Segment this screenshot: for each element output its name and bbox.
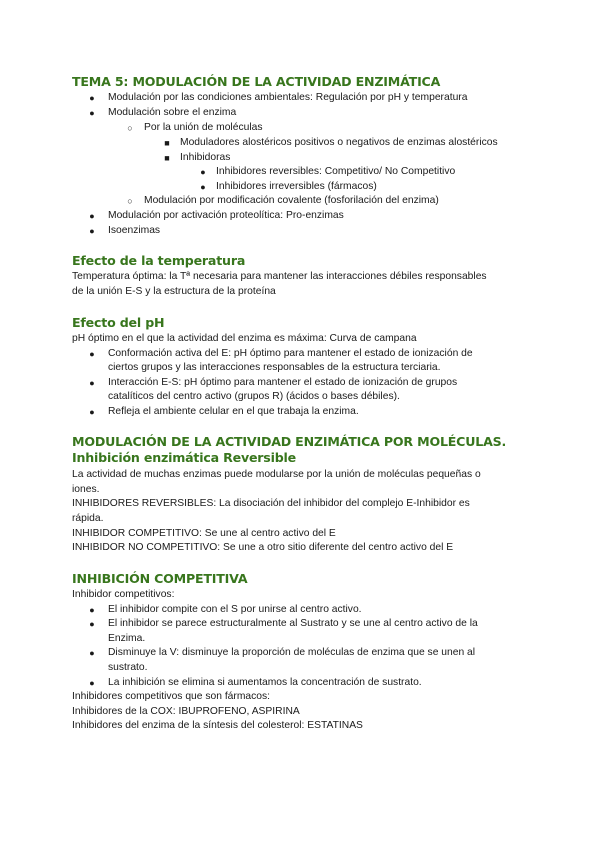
- outline-item: Por la unión de moléculas: [144, 122, 263, 133]
- outline-item: Modulación por las condiciones ambientales: Regulación por pH y temperatura: [108, 92, 468, 103]
- bullet-disc: ●: [89, 407, 95, 417]
- bullet-disc: ●: [89, 619, 95, 629]
- paragraph-line: INHIBIDOR COMPETITIVO: Se une al centro activo del E: [72, 528, 336, 539]
- outline-item: Inhibidoras: [180, 152, 231, 163]
- outline-item: Inhibidores irreversibles (fármacos): [216, 181, 377, 192]
- bullet-disc: ●: [89, 678, 95, 688]
- paragraph-line: La actividad de muchas enzimas puede modularse por la unión de moléculas pequeñas o: [72, 469, 481, 480]
- list-item-line: El inhibidor se parece estructuralmente al Sustrato y se une al centro activo de la: [108, 618, 478, 629]
- list-item-line: ciertos grupos y las interacciones responsables de la estructura terciaria.: [108, 362, 441, 373]
- bullet-circle: ○: [127, 123, 133, 133]
- bullet-disc: ●: [89, 93, 95, 103]
- bullet-disc: ●: [89, 211, 95, 221]
- outline-item: Modulación sobre el enzima: [108, 107, 237, 118]
- list-item-line: La inhibición se elimina si aumentamos la concentración de sustrato.: [108, 677, 422, 688]
- paragraph-line: rápida.: [72, 513, 104, 524]
- outline-item: Modulación por modificación covalente (fosforilación del enzima): [144, 195, 439, 206]
- list-item-line: Interacción E-S: pH óptimo para mantener el estado de ionización de grupos: [108, 377, 458, 388]
- bullet-disc: ●: [89, 378, 95, 388]
- list-item-line: El inhibidor compite con el S por unirse al centro activo.: [108, 604, 362, 615]
- paragraph-line: pH óptimo en el que la actividad del enzima es máxima: Curva de campana: [72, 333, 417, 344]
- list-item-line: Enzima.: [108, 633, 146, 644]
- bullet-disc: ●: [89, 226, 95, 236]
- section-heading-temperature: Efecto de la temperatura: [72, 253, 246, 268]
- section-heading-modulation: MODULACIÓN DE LA ACTIVIDAD ENZIMÁTICA POR MOLÉCULAS.: [72, 434, 507, 449]
- bullet-disc: ●: [89, 108, 95, 118]
- paragraph-line: Inhibidor competitivos:: [72, 589, 175, 600]
- outline-item: Modulación por activación proteolítica: Pro-enzimas: [108, 210, 344, 221]
- paragraph-line: Temperatura óptima: la Tª necesaria para mantener las interacciones débiles responsables: [72, 271, 487, 282]
- paragraph-line: Inhibidores competitivos que son fármacos:: [72, 691, 271, 702]
- bullet-square: ■: [164, 153, 170, 163]
- paragraph-line: INHIBIDOR NO COMPETITIVO: Se une a otro sitio diferente del centro activo del E: [72, 542, 454, 553]
- list-item-line: Disminuye la V: disminuye la proporción de moléculas de enzima que se unen al: [108, 647, 476, 658]
- document-title: TEMA 5: MODULACIÓN DE LA ACTIVIDAD ENZIMÁTICA: [72, 74, 441, 89]
- bullet-disc: ●: [200, 167, 206, 177]
- paragraph-line: Inhibidores del enzima de la síntesis del colesterol: ESTATINAS: [72, 720, 363, 731]
- paragraph-line: de la unión E-S y la estructura de la proteína: [72, 286, 276, 297]
- section-subheading-reversible: Inhibición enzimática Reversible: [72, 450, 296, 465]
- paragraph-line: iones.: [72, 484, 100, 495]
- section-heading-ph: Efecto del pH: [72, 315, 165, 330]
- list-item-line: catalíticos del centro activo (grupos R) (ácidos o bases débiles).: [108, 391, 400, 402]
- outline-item: Isoenzimas: [108, 225, 161, 236]
- paragraph-line: Inhibidores de la COX: IBUPROFENO, ASPIRINA: [72, 706, 300, 717]
- bullet-square: ■: [164, 138, 170, 148]
- outline-item: Inhibidores reversibles: Competitivo/ No Competitivo: [216, 166, 456, 177]
- paragraph-line: INHIBIDORES REVERSIBLES: La disociación del inhibidor del complejo E-Inhibidor es: [72, 498, 470, 509]
- list-item-line: sustrato.: [108, 662, 148, 673]
- bullet-circle: ○: [127, 196, 133, 206]
- bullet-disc: ●: [89, 648, 95, 658]
- section-heading-competitive: INHIBICIÓN COMPETITIVA: [72, 571, 248, 586]
- list-item-line: Refleja el ambiente celular en el que trabaja la enzima.: [108, 406, 359, 417]
- bullet-disc: ●: [200, 182, 206, 192]
- outline-item: Moduladores alostéricos positivos o negativos de enzimas alostéricos: [180, 137, 498, 148]
- bullet-disc: ●: [89, 349, 95, 359]
- bullet-disc: ●: [89, 605, 95, 615]
- list-item-line: Conformación activa del E: pH óptimo para mantener el estado de ionización de: [108, 348, 473, 359]
